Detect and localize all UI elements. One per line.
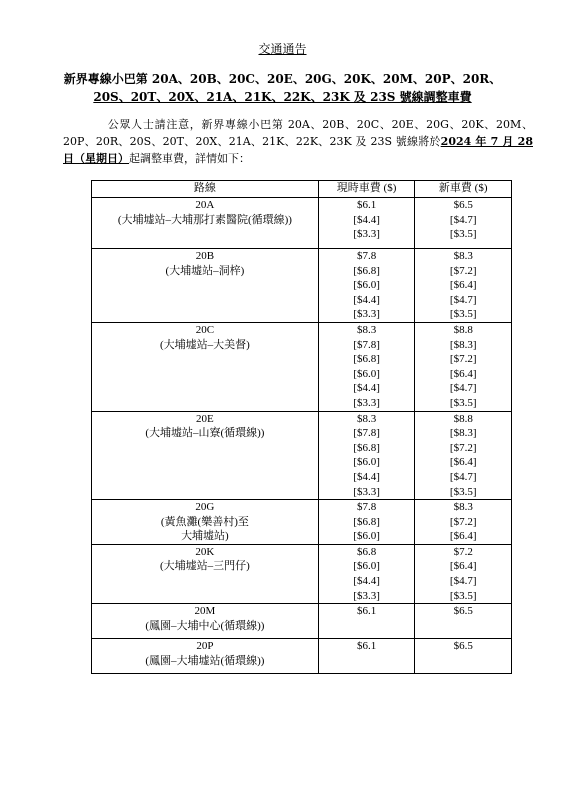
new-fare-value: [$7.2]: [449, 353, 477, 366]
new-fare-cell: [415, 198, 512, 249]
route-description: (大埔墟站–大美督): [159, 338, 250, 351]
new-fare-cell: [415, 639, 512, 674]
route-code: 20A: [195, 199, 215, 211]
new-fare-cell: [415, 322, 512, 411]
route-cell: [92, 500, 319, 545]
header-route: 路線: [92, 181, 319, 198]
route-code: 20E: [196, 412, 214, 425]
route-cell: [92, 198, 319, 249]
headline-line-1: 新界專線小巴第 20A、20B、20C、20E、20G、20K、20M、20P、20R、: [63, 72, 502, 86]
fare-table: [91, 180, 512, 674]
new-fare-value: [$7.2]: [449, 515, 477, 528]
fare-row-20p: [92, 639, 512, 674]
body-date: 2024 年 7 月 28 日（星期日）: [63, 135, 533, 165]
new-fare-value: [$4.7]: [449, 575, 477, 588]
new-fare-value: [$3.5]: [449, 396, 477, 409]
fare-row-20e: [92, 411, 512, 500]
new-fare-value: [$4.7]: [449, 382, 477, 395]
current-fare-value: [$6.0]: [353, 560, 380, 573]
notice-body: [63, 116, 533, 167]
new-fare-value: [$4.7]: [449, 213, 477, 226]
current-fare-value: [$6.8]: [353, 264, 380, 277]
route-cell: [92, 322, 319, 411]
fare-row-20a: [92, 198, 512, 249]
headline-line-2: 20S、20T、20X、21A、21K、22K、23K 及 23S 號線調整車費: [93, 90, 472, 104]
new-fare-value: [$3.5]: [449, 485, 477, 498]
current-fare-value: [$3.3]: [353, 228, 380, 241]
new-fare-value: [$8.3]: [449, 338, 477, 351]
current-fare-value: [$4.4]: [353, 575, 380, 588]
new-fare-value: [$6.4]: [449, 456, 477, 469]
current-fare-cell: [318, 249, 415, 323]
fare-row-20b: [92, 249, 512, 323]
route-code: 20M: [194, 605, 216, 618]
body-intro: 公眾人士請注意，新界專線小巴第 20A、20B、20C、20E、20G、20K、20M、20P、20R、20S、20T、20X、21A、21K、22K、23K 及 23S 號線將於: [63, 118, 533, 148]
route-cell: [92, 249, 319, 323]
new-fare-value: [$3.5]: [449, 589, 477, 602]
current-fare-value: [$6.8]: [353, 353, 380, 366]
new-fare-value: [$6.4]: [449, 279, 477, 292]
current-fare-cell: [318, 500, 415, 545]
new-fare-value: $8.3: [453, 501, 473, 514]
current-fare-value: [$3.3]: [353, 589, 380, 602]
current-fare-value: [$3.3]: [353, 485, 380, 498]
current-fare-cell: [318, 198, 415, 249]
body-tail: 起調整車費，詳情如下：: [129, 152, 250, 165]
fare-row-20c: [92, 322, 512, 411]
current-fare-value: [$4.4]: [353, 213, 380, 226]
current-fare-value: $6.1: [356, 640, 377, 653]
route-cell: [92, 639, 319, 674]
new-fare-value: $7.2: [453, 545, 473, 558]
new-fare-value: $6.5: [453, 199, 473, 211]
route-cell: [92, 604, 319, 639]
new-fare-value: [$4.7]: [449, 470, 477, 483]
new-fare-value: $6.5: [453, 605, 473, 618]
route-code: 20K: [195, 545, 215, 558]
current-fare-value: [$6.8]: [353, 515, 380, 528]
current-fare-value: [$6.0]: [353, 367, 380, 380]
current-fare-value: [$4.4]: [353, 470, 380, 483]
fare-table-header: [92, 181, 512, 198]
route-cell: [92, 411, 319, 500]
route-code: 20G: [195, 501, 215, 514]
current-fare-value: [$6.0]: [353, 530, 380, 543]
route-description: (大埔墟站–山寮(循環線)): [145, 427, 265, 440]
current-fare-cell: [318, 322, 415, 411]
fare-row-20k: [92, 544, 512, 603]
route-description: (大埔墟站–三門仔): [159, 560, 250, 573]
current-fare-value: [$7.8]: [353, 338, 380, 351]
new-fare-value: [$8.3]: [449, 427, 477, 440]
new-fare-value: $8.8: [453, 323, 473, 336]
route-description: (大埔墟站–大埔那打素醫院(循環線)): [117, 213, 292, 226]
new-fare-cell: [415, 500, 512, 545]
new-fare-value: [$7.2]: [449, 264, 477, 277]
route-description: 大埔墟站): [181, 530, 229, 543]
new-fare-cell: [415, 604, 512, 639]
new-fare-value: [$3.5]: [449, 308, 477, 321]
current-fare-value: $8.3: [356, 412, 377, 425]
new-fare-value: [$6.4]: [449, 367, 477, 380]
route-description: (鳳園–大埔墟站(循環線)): [145, 654, 265, 667]
new-fare-value: [$7.2]: [449, 441, 477, 454]
route-description: (大埔墟站–洞梓): [165, 264, 245, 277]
route-code: 20C: [195, 323, 215, 336]
current-fare-value: $8.3: [356, 323, 377, 336]
current-fare-value: $7.8: [356, 501, 377, 514]
current-fare-value: $7.8: [356, 250, 377, 262]
current-fare-value: $6.1: [356, 199, 377, 211]
current-fare-value: [$4.4]: [353, 293, 380, 306]
current-fare-value: $6.8: [356, 545, 377, 558]
new-fare-cell: [415, 411, 512, 500]
current-fare-value: [$6.0]: [353, 279, 380, 292]
route-code: 20B: [195, 250, 215, 262]
notice-title: 交通通告: [258, 42, 307, 56]
fare-table-body: [92, 198, 512, 674]
new-fare-value: [$3.5]: [449, 228, 477, 241]
header-current-fare: 現時車費 ($): [318, 181, 415, 198]
route-description: (黃魚灘(樂善村)至: [160, 515, 249, 528]
new-fare-cell: [415, 544, 512, 603]
current-fare-value: [$4.4]: [353, 382, 380, 395]
new-fare-cell: [415, 249, 512, 323]
new-fare-value: $6.5: [453, 640, 473, 653]
new-fare-value: $8.3: [453, 250, 473, 262]
route-code: 20P: [196, 640, 214, 653]
current-fare-cell: [318, 639, 415, 674]
current-fare-value: [$3.3]: [353, 396, 380, 409]
current-fare-value: [$6.8]: [353, 441, 380, 454]
route-description: (鳳園–大埔中心(循環線)): [145, 619, 265, 632]
new-fare-value: [$4.7]: [449, 293, 477, 306]
fare-row-20m: [92, 604, 512, 639]
current-fare-value: $6.1: [356, 605, 377, 618]
current-fare-cell: [318, 544, 415, 603]
current-fare-cell: [318, 411, 415, 500]
fare-row-20g: [92, 500, 512, 545]
route-cell: [92, 544, 319, 603]
current-fare-value: [$3.3]: [353, 308, 380, 321]
new-fare-value: [$6.4]: [449, 530, 477, 543]
new-fare-value: $8.8: [453, 412, 473, 425]
current-fare-value: [$6.0]: [353, 456, 380, 469]
header-new-fare: 新車費 ($): [415, 181, 512, 198]
new-fare-value: [$6.4]: [449, 560, 477, 573]
current-fare-value: [$7.8]: [353, 427, 380, 440]
current-fare-cell: [318, 604, 415, 639]
